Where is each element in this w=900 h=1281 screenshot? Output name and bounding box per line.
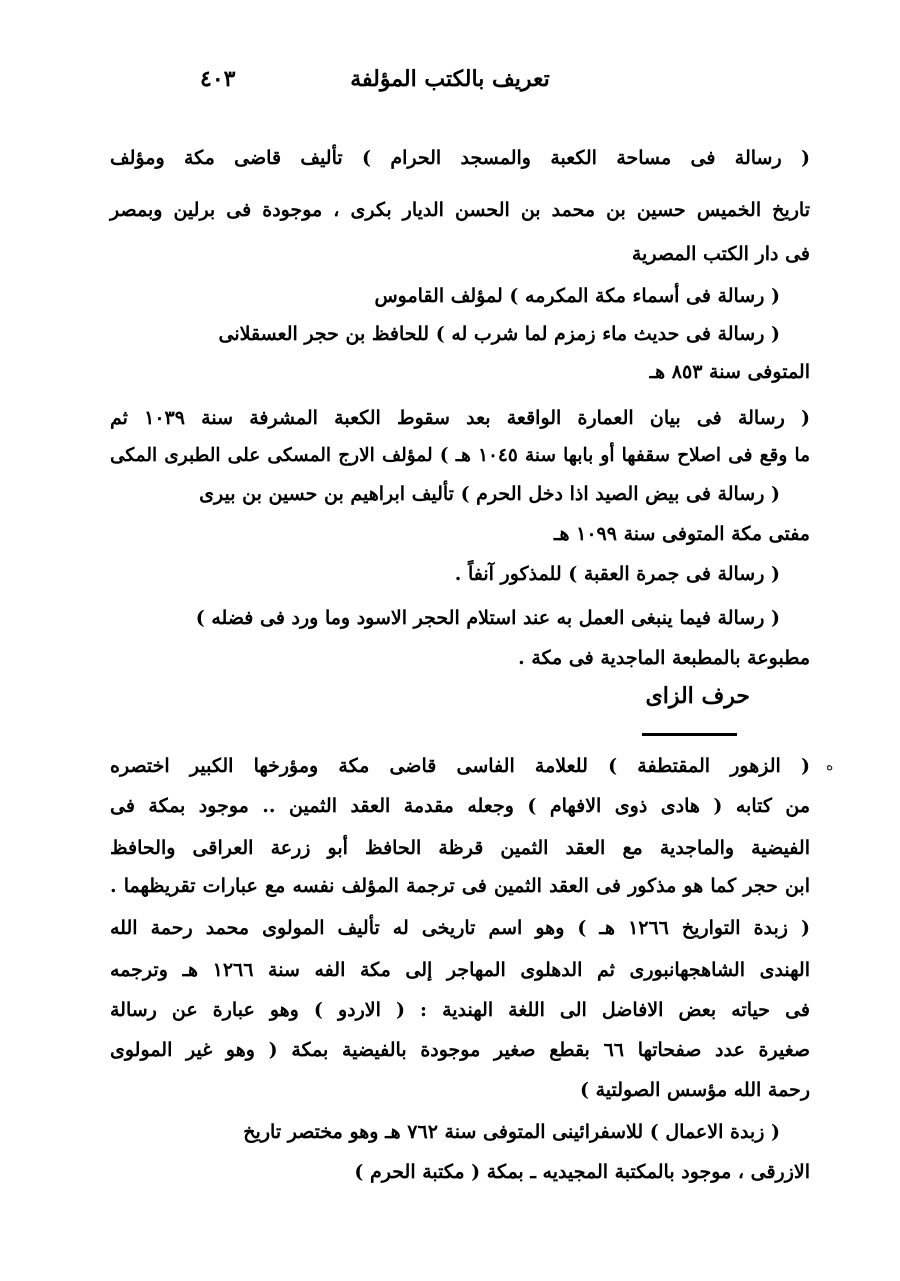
- text-line: الازرقى ، موجود بالمكتبة المجيديه ـ بمكة ( مكتبة الحرم ): [354, 1161, 810, 1183]
- text-line: رحمة الله مؤسس الصولتية ): [579, 1079, 810, 1101]
- text-line: ( رسالة فى حديث ماء زمزم لما شرب له ) للحافظ بن حجر العسقلانى: [218, 323, 780, 345]
- text-line: ( رسالة فى أسماء مكة المكرمه ) لمؤلف القاموس: [374, 285, 780, 307]
- text-line: ( رسالة فيما ينبغى العمل به عند استلام الحجر الاسود وما ورد فى فضله ): [195, 607, 780, 629]
- text-line: ( رسالة فى جمرة العقبة ) للمذكور آنفاً .: [454, 563, 780, 585]
- text-line: ما وقع فى اصلاح سقفها أو بابها سنة ١٠٤٥ هـ ) لمؤلف الارج المسكى على الطبرى المكى: [110, 445, 810, 466]
- heading-underline: [642, 733, 737, 736]
- text-line: ( رسالة فى بيض الصيد اذا دخل الحرم ) تأليف ابراهيم بن حسين بن بيرى: [199, 483, 780, 505]
- text-line: المتوفى سنة ٨٥٣ هـ: [649, 361, 810, 383]
- text-line: ( رسالة فى مساحة الكعبة والمسجد الحرام ) تأليف قاضى مكة ومؤلف: [110, 147, 810, 169]
- text-line: الهندى الشاهجهانبورى ثم الدهلوى المهاجر إلى مكة الفه سنة ١٢٦٦ هـ وترجمه: [110, 959, 810, 981]
- text-line: الفيضية والماجدية مع العقد الثمين قرظة الحافظ أبو زرعة العراقى والحافظ: [110, 837, 810, 859]
- text-line: تاريخ الخميس حسين بن محمد بن الحسن الديار بكرى ، موجودة فى برلين وبمصر: [110, 199, 810, 221]
- text-line: ( زبدة التواريخ ١٢٦٦ هـ ) وهو اسم تاريخى له تأليف المولوى محمد رحمة الله: [110, 917, 810, 939]
- page-number: ٤٠٣: [200, 66, 236, 92]
- text-line: فى حياته بعض الافاضل الى اللغة الهندية : ( الاردو ) وهو عبارة عن رسالة: [110, 999, 810, 1021]
- text-line: مطبوعة بالمطبعة الماجدية فى مكة .: [518, 647, 810, 669]
- running-header-title: تعريف بالكتب المؤلفة: [350, 66, 550, 92]
- section-heading: حرف الزاى: [645, 683, 750, 709]
- text-line: ( الزهور المقتطفة ) للعلامة الفاسى قاضى مكة ومؤرخها الكبير اختصره: [110, 755, 810, 777]
- text-line: ( زبدة الاعمال ) للاسفرائينى المتوفى سنة ٧٦٢ هـ وهو مختصر تاريخ: [243, 1121, 780, 1143]
- text-line: ( رسالة فى بيان العمارة الواقعة بعد سقوط الكعبة المشرفة سنة ١٠٣٩ ثم: [110, 407, 810, 429]
- text-line: من كتابه ( هادى ذوى الافهام ) وجعله مقدمة العقد الثمين .. موجود بمكة فى: [110, 795, 810, 817]
- margin-mark: ه: [826, 758, 834, 774]
- text-line: ابن حجر كما هو مذكور فى العقد الثمين فى ترجمة المؤلف نفسه مع عبارات تقريظهما .: [110, 875, 810, 897]
- text-line: صغيرة عدد صفحاتها ٦٦ بقطع صغير موجودة بالفيضية بمكة ( وهو غير المولوى: [110, 1039, 810, 1061]
- text-line: مفتى مكة المتوفى سنة ١٠٩٩ هـ: [553, 523, 810, 545]
- text-line: فى دار الكتب المصرية: [631, 243, 810, 265]
